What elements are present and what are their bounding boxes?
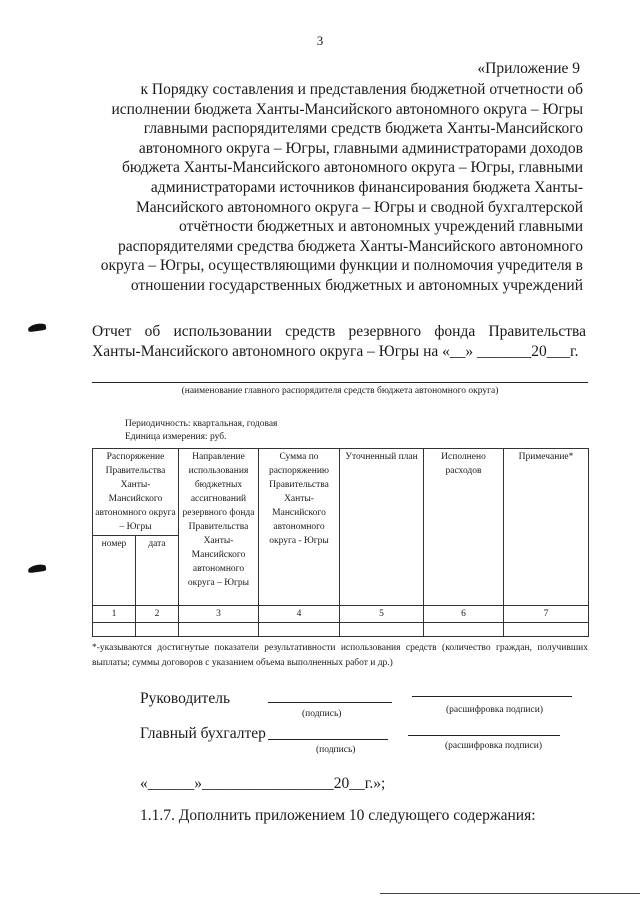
order-line: администраторами источников финансирования бюджета Ханты- (150, 178, 583, 196)
punch-hole-mark (28, 323, 47, 332)
table-cell (340, 623, 424, 637)
report-table (92, 448, 589, 637)
chief-accountant-label: Главный бухгалтер (140, 725, 266, 742)
periodicity: Периодичность: квартальная, годовая (125, 419, 278, 429)
order-line: распорядителями средства бюджета Ханты-Мансийского автономного (117, 237, 583, 255)
table-cell (504, 623, 589, 637)
table-cell (93, 623, 136, 637)
order-line: автономного округа – Югры, главными администраторами доходов (138, 139, 583, 157)
column-number: 7 (504, 606, 589, 623)
chief-sign-caption: (подпись) (316, 745, 356, 755)
head-decode-caption: (расшифровка подписи) (446, 705, 543, 715)
order-line: Мансийского автономного округа – Югры и сводной бухгалтерской (135, 198, 583, 216)
table-row (93, 623, 589, 637)
header-note: Примечание* (504, 449, 589, 606)
appendix-title: «Приложение 9 (477, 60, 580, 77)
table-cell (424, 623, 504, 637)
order-line: отчётности бюджетных и автономных учреждений главными (179, 218, 583, 236)
header-direction: Направление использования бюджетных ассигнований резервного фонда Правительства Ханты-Мансийского автономного округа – Югры (179, 449, 259, 606)
header-executed: Исполнено расходов (424, 449, 504, 606)
order-line: к Порядку составления и представления бюджетной отчетности об (140, 81, 583, 98)
report-title-line: Отчет об использовании средств резервного фонда Правительства (92, 323, 586, 340)
header-order: Распоряжение Правительства Ханты-Мансийского автономного округа – Югры (93, 449, 179, 536)
order-line: округа – Югры, осуществляющими функции и полномочия учредителя в (100, 257, 583, 275)
column-number: 4 (259, 606, 340, 623)
footnote: *-указываются достигнутые показатели результативности использования средств (количество граждан, получивших выплаты; суммы договоров с указанием объема выполненных работ и др.) (92, 643, 588, 668)
chief-decode-line (408, 735, 560, 736)
header-date: дата (136, 536, 179, 606)
page-number: 3 (316, 33, 324, 48)
punch-hole-mark (28, 564, 47, 573)
order-reference (100, 80, 583, 296)
manager-name-line (92, 382, 588, 383)
table-cell (136, 623, 179, 637)
amendment-item: 1.1.7. Дополнить приложением 10 следующего содержания: (140, 807, 536, 824)
report-params (125, 418, 277, 444)
head-signature-line (268, 702, 392, 703)
order-line: главными распорядителями средств бюджета Ханты-Мансийского (143, 120, 583, 138)
column-number: 5 (340, 606, 424, 623)
header-sum: Сумма по распоряжению Правительства Ханты-Мансийского автономного округа - Югры (259, 449, 340, 606)
report-title-line: Ханты-Мансийского автономного округа – Югры на «__» _______20___г. (92, 343, 579, 360)
column-number: 3 (179, 606, 259, 623)
report-title (92, 322, 586, 362)
column-number: 2 (136, 606, 179, 623)
head-decode-line (412, 696, 572, 697)
column-number: 6 (424, 606, 504, 623)
head-sign-caption: (подпись) (302, 709, 342, 719)
header-refined-plan: Уточненный план (340, 449, 424, 606)
chief-decode-caption: (расшифровка подписи) (445, 741, 542, 751)
order-line: бюджета Ханты-Мансийского автономного округа – Югры, главными (122, 159, 583, 177)
unit-of-measure: Единица измерения: руб. (125, 432, 227, 442)
order-line: отношении государственных бюджетных и автономных учреждений (130, 276, 583, 294)
date-line: «______»_________________20__г.»; (140, 775, 386, 792)
chief-signature-line (268, 739, 388, 740)
manager-caption: (наименование главного распорядителя средств бюджета автономного округа) (181, 386, 499, 396)
order-line: исполнении бюджета Ханты-Мансийского автономного округа – Югры (111, 100, 583, 118)
table-cell (259, 623, 340, 637)
header-number: номер (93, 536, 136, 606)
bottom-edge-line (380, 893, 640, 894)
head-label: Руководитель (140, 690, 231, 707)
table-cell (179, 623, 259, 637)
column-number: 1 (93, 606, 136, 623)
